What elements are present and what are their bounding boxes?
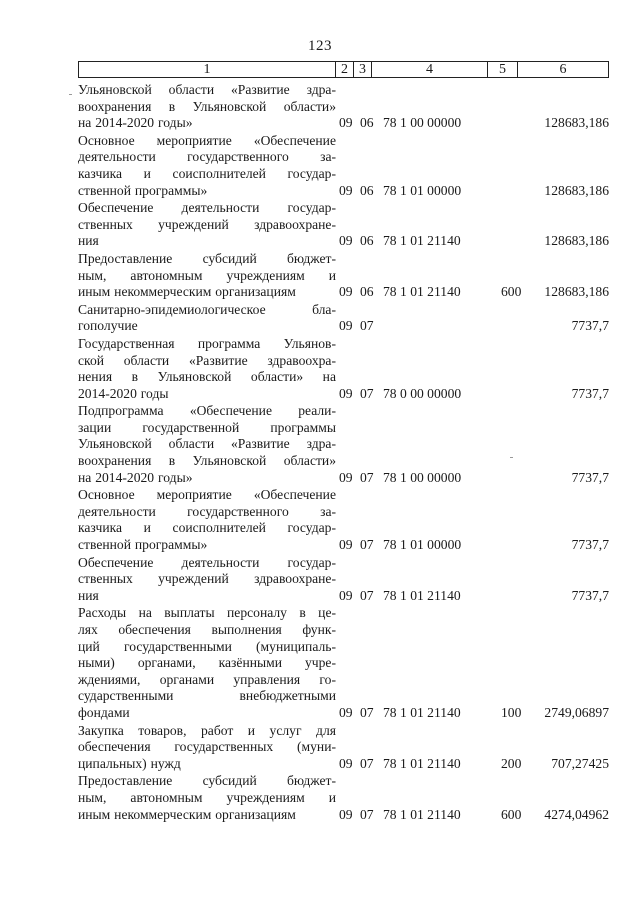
table-row xyxy=(78,555,618,605)
subsection-code: 06 xyxy=(360,284,374,300)
description-line: нения в Ульяновской области» на xyxy=(78,369,336,385)
column-header-5: 5 xyxy=(488,62,518,78)
description-line: воохранения в Ульяновской области» xyxy=(78,453,336,469)
description-line: Основное мероприятие «Обеспечение xyxy=(78,132,336,148)
amount: 128683,186 xyxy=(544,233,609,249)
section-code: 09 xyxy=(339,385,353,401)
table-row xyxy=(78,773,618,823)
description-line: казчика и соисполнителей государ- xyxy=(78,165,336,181)
target-article-code: 78 0 00 00000 xyxy=(383,385,462,401)
expense-type-code xyxy=(501,183,531,200)
description-line: фондами xyxy=(78,704,130,720)
description-line: ждениями, органами управления го- xyxy=(78,671,336,687)
description-line: деятельности государственного за- xyxy=(78,503,336,519)
expense-type-code xyxy=(501,537,531,554)
row-codes xyxy=(336,807,609,824)
expense-type-code xyxy=(501,470,531,487)
section-code: 09 xyxy=(339,469,353,485)
table-row xyxy=(78,302,618,335)
column-header-6: 6 xyxy=(518,62,609,78)
table-row xyxy=(78,487,618,553)
amount: 7737,7 xyxy=(571,318,609,334)
amount: 7737,7 xyxy=(571,587,609,603)
description-line: ния xyxy=(78,587,99,603)
section-code: 09 xyxy=(339,806,353,822)
row-description xyxy=(78,555,336,605)
section-code: 09 xyxy=(339,284,353,300)
scan-speck xyxy=(69,94,72,95)
table-row xyxy=(78,605,618,721)
description-line: ственной программы» xyxy=(78,182,208,198)
subsection-code: 06 xyxy=(360,182,374,198)
description-line: Предоставление субсидий бюджет- xyxy=(78,773,336,789)
description-line: Обеспечение деятельности государ- xyxy=(78,554,336,570)
description-line: Расходы на выплаты персоналу в це- xyxy=(78,605,336,621)
expense-type-code: 600 xyxy=(501,806,522,822)
column-header-row xyxy=(79,62,609,78)
subsection-code: 07 xyxy=(360,704,374,720)
subsection-code: 07 xyxy=(360,318,374,334)
description-line: ственных учреждений здравоохране- xyxy=(78,216,336,232)
description-line: иным некоммерческим организациям xyxy=(78,284,296,300)
row-codes xyxy=(336,115,609,132)
section-code: 09 xyxy=(339,115,353,131)
expense-type-code: 100 xyxy=(501,704,522,720)
subsection-code: 07 xyxy=(360,806,374,822)
row-description xyxy=(78,605,336,721)
row-codes xyxy=(336,183,609,200)
description-line: лях обеспечения выполнения функ- xyxy=(78,622,336,637)
subsection-code: 06 xyxy=(360,115,374,131)
amount: 707,27425 xyxy=(551,755,609,771)
description-line: Закупка товаров, работ и услуг для xyxy=(78,722,336,738)
amount: 4274,04962 xyxy=(544,806,609,822)
description-line: обеспечения государственных (муни- xyxy=(78,739,336,755)
amount: 7737,7 xyxy=(571,385,609,401)
description-line: ния xyxy=(78,233,99,249)
row-codes xyxy=(336,705,609,722)
description-line: гополучие xyxy=(78,318,138,334)
description-line: иным некоммерческим организациям xyxy=(78,806,296,822)
row-description xyxy=(78,251,336,301)
row-description xyxy=(78,82,336,132)
target-article-code: 78 1 01 21140 xyxy=(383,755,461,771)
amount: 7737,7 xyxy=(571,469,609,485)
target-article-code: 78 1 01 21140 xyxy=(383,233,461,249)
description-line: ным, автономным учреждениям и xyxy=(78,789,336,805)
target-article-code: 78 1 01 21140 xyxy=(383,587,461,603)
table-row xyxy=(78,82,618,132)
column-header-3: 3 xyxy=(354,62,372,78)
description-line: сударственными внебюджетными xyxy=(78,688,336,704)
column-header-1: 1 xyxy=(79,62,336,78)
subsection-code: 07 xyxy=(360,587,374,603)
target-article-code: 78 1 01 00000 xyxy=(383,182,462,198)
section-code: 09 xyxy=(339,704,353,720)
row-codes xyxy=(336,756,609,773)
target-article-code: 78 1 01 21140 xyxy=(383,704,461,720)
subsection-code: 07 xyxy=(360,469,374,485)
description-line: ными) органами, казёнными учре- xyxy=(78,655,336,671)
description-line: на 2014-2020 годы» xyxy=(78,469,193,485)
row-description xyxy=(78,773,336,823)
description-line: Ульяновской области «Развитие здра- xyxy=(78,82,336,97)
description-line: казчика и соисполнителей государ- xyxy=(78,520,336,536)
table-row xyxy=(78,723,618,773)
row-codes xyxy=(336,233,609,250)
description-line: ципальных) нужд xyxy=(78,755,181,771)
target-article-code: 78 1 01 21140 xyxy=(383,806,461,822)
table-row xyxy=(78,403,618,486)
row-codes xyxy=(336,284,609,301)
description-line: на 2014-2020 годы» xyxy=(78,115,193,131)
amount: 128683,186 xyxy=(544,182,609,198)
row-description xyxy=(78,302,336,335)
description-line: 2014-2020 годы xyxy=(78,385,169,401)
column-header-4: 4 xyxy=(372,62,488,78)
target-article-code: 78 1 00 00000 xyxy=(383,115,462,131)
description-line: воохранения в Ульяновской области» xyxy=(78,98,336,114)
amount: 128683,186 xyxy=(544,115,609,131)
row-codes xyxy=(336,588,609,605)
expense-type-code xyxy=(501,115,531,132)
description-line: Ульяновской области «Развитие здра- xyxy=(78,436,336,452)
page-number: 123 xyxy=(308,38,332,54)
row-codes xyxy=(336,386,609,403)
table-row xyxy=(78,336,618,402)
section-code: 09 xyxy=(339,182,353,198)
description-line: ным, автономным учреждениям и xyxy=(78,267,336,283)
subsection-code: 07 xyxy=(360,385,374,401)
target-article-code: 78 1 01 00000 xyxy=(383,537,462,553)
section-code: 09 xyxy=(339,537,353,553)
budget-rows xyxy=(78,82,618,824)
table-row xyxy=(78,251,618,301)
section-code: 09 xyxy=(339,233,353,249)
description-line: деятельности государственного за- xyxy=(78,149,336,165)
target-article-code: 78 1 00 00000 xyxy=(383,469,462,485)
description-line: ций государственными (муниципаль- xyxy=(78,638,336,654)
amount: 2749,06897 xyxy=(544,704,609,720)
amount: 128683,186 xyxy=(544,284,609,300)
row-codes xyxy=(336,318,609,335)
scan-speck xyxy=(510,457,513,458)
row-description xyxy=(78,487,336,553)
row-codes xyxy=(336,537,609,554)
expense-type-code: 200 xyxy=(501,755,522,771)
description-line: Подпрограмма «Обеспечение реали- xyxy=(78,403,336,419)
section-code: 09 xyxy=(339,318,353,334)
table-row xyxy=(78,133,618,199)
expense-type-code xyxy=(501,386,531,403)
row-description xyxy=(78,403,336,486)
column-header-2: 2 xyxy=(336,62,354,78)
expense-type-code xyxy=(501,318,531,335)
description-line: Основное мероприятие «Обеспечение xyxy=(78,487,336,503)
section-code: 09 xyxy=(339,755,353,771)
section-code: 09 xyxy=(339,587,353,603)
target-article-code xyxy=(381,318,501,335)
expense-type-code xyxy=(501,233,531,250)
target-article-code: 78 1 01 21140 xyxy=(383,284,461,300)
subsection-code: 07 xyxy=(360,537,374,553)
description-line: Предоставление субсидий бюджет- xyxy=(78,250,336,266)
amount: 7737,7 xyxy=(571,537,609,553)
expense-type-code: 600 xyxy=(501,284,522,300)
column-header-table xyxy=(78,61,609,78)
description-line: ской области «Развитие здравоохра- xyxy=(78,352,336,368)
table-row xyxy=(78,200,618,250)
description-line: ственной программы» xyxy=(78,537,208,553)
row-codes xyxy=(336,470,609,487)
description-line: Обеспечение деятельности государ- xyxy=(78,200,336,216)
row-description xyxy=(78,723,336,773)
description-line: зации государственной программы xyxy=(78,419,336,435)
row-description xyxy=(78,336,336,402)
row-description xyxy=(78,200,336,250)
description-line: Санитарно-эпидемиологическое бла- xyxy=(78,301,336,317)
description-line: Государственная программа Ульянов- xyxy=(78,335,336,351)
subsection-code: 06 xyxy=(360,233,374,249)
row-description xyxy=(78,133,336,199)
subsection-code: 07 xyxy=(360,755,374,771)
expense-type-code xyxy=(501,588,531,605)
description-line: ственных учреждений здравоохране- xyxy=(78,571,336,587)
